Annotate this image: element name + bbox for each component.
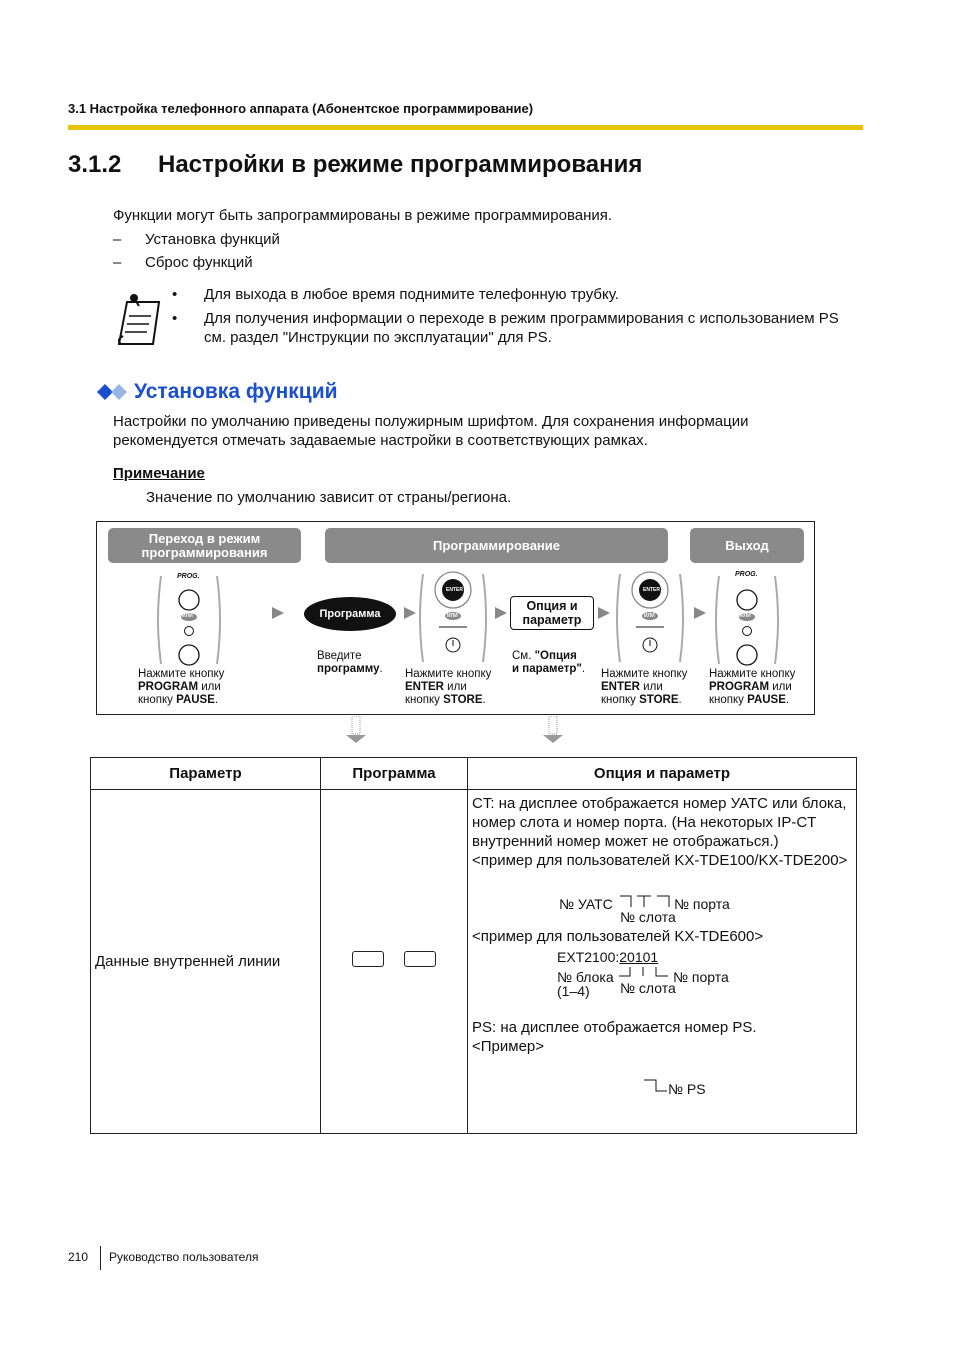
table-row xyxy=(91,790,857,1134)
program-cell xyxy=(321,790,468,1134)
caption-press-program: Нажмите кнопку PROGRAM или кнопку PAUSE. xyxy=(709,668,796,706)
page-title xyxy=(68,151,642,179)
column-header: Параметр xyxy=(91,758,321,790)
example-heading: <пример для пользователей KX-TDE600> xyxy=(472,928,764,945)
footer-divider xyxy=(100,1246,101,1270)
note-text: Значение по умолчанию зависит от страны/региона. xyxy=(146,489,512,506)
label-pbx: № УАТС xyxy=(559,896,613,912)
section-number: 3.1.2 xyxy=(68,151,122,178)
section-text: Настройки по умолчанию приведены полужирным шрифтом. Для сохранения информации рекомендуется отмечать задаваемые настройки в соответствующих рамках. xyxy=(113,413,749,449)
display-bracket xyxy=(642,1078,668,1094)
arrow-right-icon xyxy=(597,606,611,620)
or-label: ИЛИ xyxy=(740,613,751,619)
intro-item xyxy=(113,253,253,272)
enter-key-label: ENTER xyxy=(446,587,463,593)
option-text: CT: на дисплее отображается номер УАТС или блока, номер слота и номер порта. (На некоторых IP-CT внутренний номер может не отображаться.) xyxy=(472,795,847,850)
or-label: ИЛИ xyxy=(447,613,458,619)
note-item xyxy=(172,309,862,347)
phone-prog-keys xyxy=(711,570,783,670)
label-slot: № слота xyxy=(620,980,676,996)
option-cell xyxy=(468,790,857,1134)
parameters-table xyxy=(90,757,857,1134)
display-diagram-3 xyxy=(472,1056,852,1106)
caption-see-option: См. "Опция и параметр". xyxy=(512,650,586,675)
section-title: Настройки в режиме программирования xyxy=(158,151,643,178)
section-heading: Установка функций xyxy=(134,380,338,403)
stage-exit-label: Выход xyxy=(690,528,804,563)
program-oval: Программа xyxy=(304,597,396,631)
enter-key-label: ENTER xyxy=(643,587,660,593)
header-rule xyxy=(68,125,863,130)
note-icon xyxy=(113,290,165,350)
note-text: Для выхода в любое время поднимите телефонную трубку. xyxy=(204,286,619,303)
display-code-number: 20101 xyxy=(619,949,659,965)
note-text: Для получения информации о переходе в режим программирования с использованием PS см. раздел "Инструкции по эксплуатации" для PS. xyxy=(204,310,839,346)
caption-press-enter: Нажмите кнопку ENTER или кнопку STORE. xyxy=(405,668,492,706)
bullet: • xyxy=(172,310,178,327)
arrow-right-icon xyxy=(693,606,707,620)
label-port: № порта xyxy=(673,969,729,985)
arrow-down-icon xyxy=(344,716,368,744)
column-header: Опция и параметр xyxy=(468,758,857,790)
dash: – xyxy=(113,254,122,271)
or-label: ИЛИ xyxy=(644,613,655,619)
prog-key-label: PROG. xyxy=(177,573,200,580)
display-code-prefix: EXT2100: xyxy=(557,949,620,965)
program-entry-box[interactable] xyxy=(404,951,436,967)
caption-press-program: Нажмите кнопку PROGRAM или кнопку PAUSE. xyxy=(138,668,225,706)
column-header: Программа xyxy=(321,758,468,790)
display-diagram-2 xyxy=(472,946,852,1018)
note-heading: Примечание xyxy=(113,465,205,482)
example-heading: <пример для пользователей KX-TDE100/KX-TDE200> xyxy=(472,852,848,869)
phone-prog-keys xyxy=(153,570,225,670)
ps-text: PS: на дисплее отображается номер PS. xyxy=(472,1019,757,1036)
intro-text: Функции могут быть запрограммированы в режиме программирования. xyxy=(113,207,613,224)
prog-key-label: PROG. xyxy=(735,571,758,578)
label-range: (1–4) xyxy=(557,983,590,999)
footer-title: Руководство пользователя xyxy=(109,1250,259,1264)
caption-enter-program: Введите программу. xyxy=(317,650,383,675)
display-code xyxy=(557,948,658,967)
programming-flow-diagram xyxy=(96,521,815,715)
intro-item xyxy=(113,230,280,249)
table-header-row xyxy=(91,758,857,790)
display-diagram-1 xyxy=(472,870,852,927)
intro-item-label: Установка функций xyxy=(145,231,280,248)
parameter-cell: Данные внутренней линии xyxy=(91,790,321,1134)
note-item xyxy=(172,285,619,304)
page-number: 210 xyxy=(68,1250,89,1264)
intro-item-label: Сброс функций xyxy=(145,254,253,271)
or-label: ИЛИ xyxy=(182,613,193,619)
arrow-right-icon xyxy=(271,606,285,620)
example-heading: <Пример> xyxy=(472,1038,545,1055)
arrow-right-icon xyxy=(403,606,417,620)
label-ps: № PS xyxy=(668,1081,706,1097)
caption-press-enter: Нажмите кнопку ENTER или кнопку STORE. xyxy=(601,668,688,706)
program-entry-box[interactable] xyxy=(352,951,384,967)
bullet: • xyxy=(172,286,178,303)
running-header: 3.1 Настройка телефонного аппарата (Абонентское программирование) xyxy=(68,101,534,116)
label-port: № порта xyxy=(674,896,730,912)
option-box: Опция и параметр xyxy=(510,596,594,630)
arrow-right-icon xyxy=(494,606,508,620)
stage-program-label: Программирование xyxy=(325,528,668,563)
label-slot: № слота xyxy=(620,909,676,925)
diamond-bullets-icon xyxy=(97,383,131,401)
label-block: № блока xyxy=(557,969,614,985)
stage-enter-label: Переход в режим программирования xyxy=(108,528,301,563)
arrow-down-icon xyxy=(541,716,565,744)
dash: – xyxy=(113,231,122,248)
